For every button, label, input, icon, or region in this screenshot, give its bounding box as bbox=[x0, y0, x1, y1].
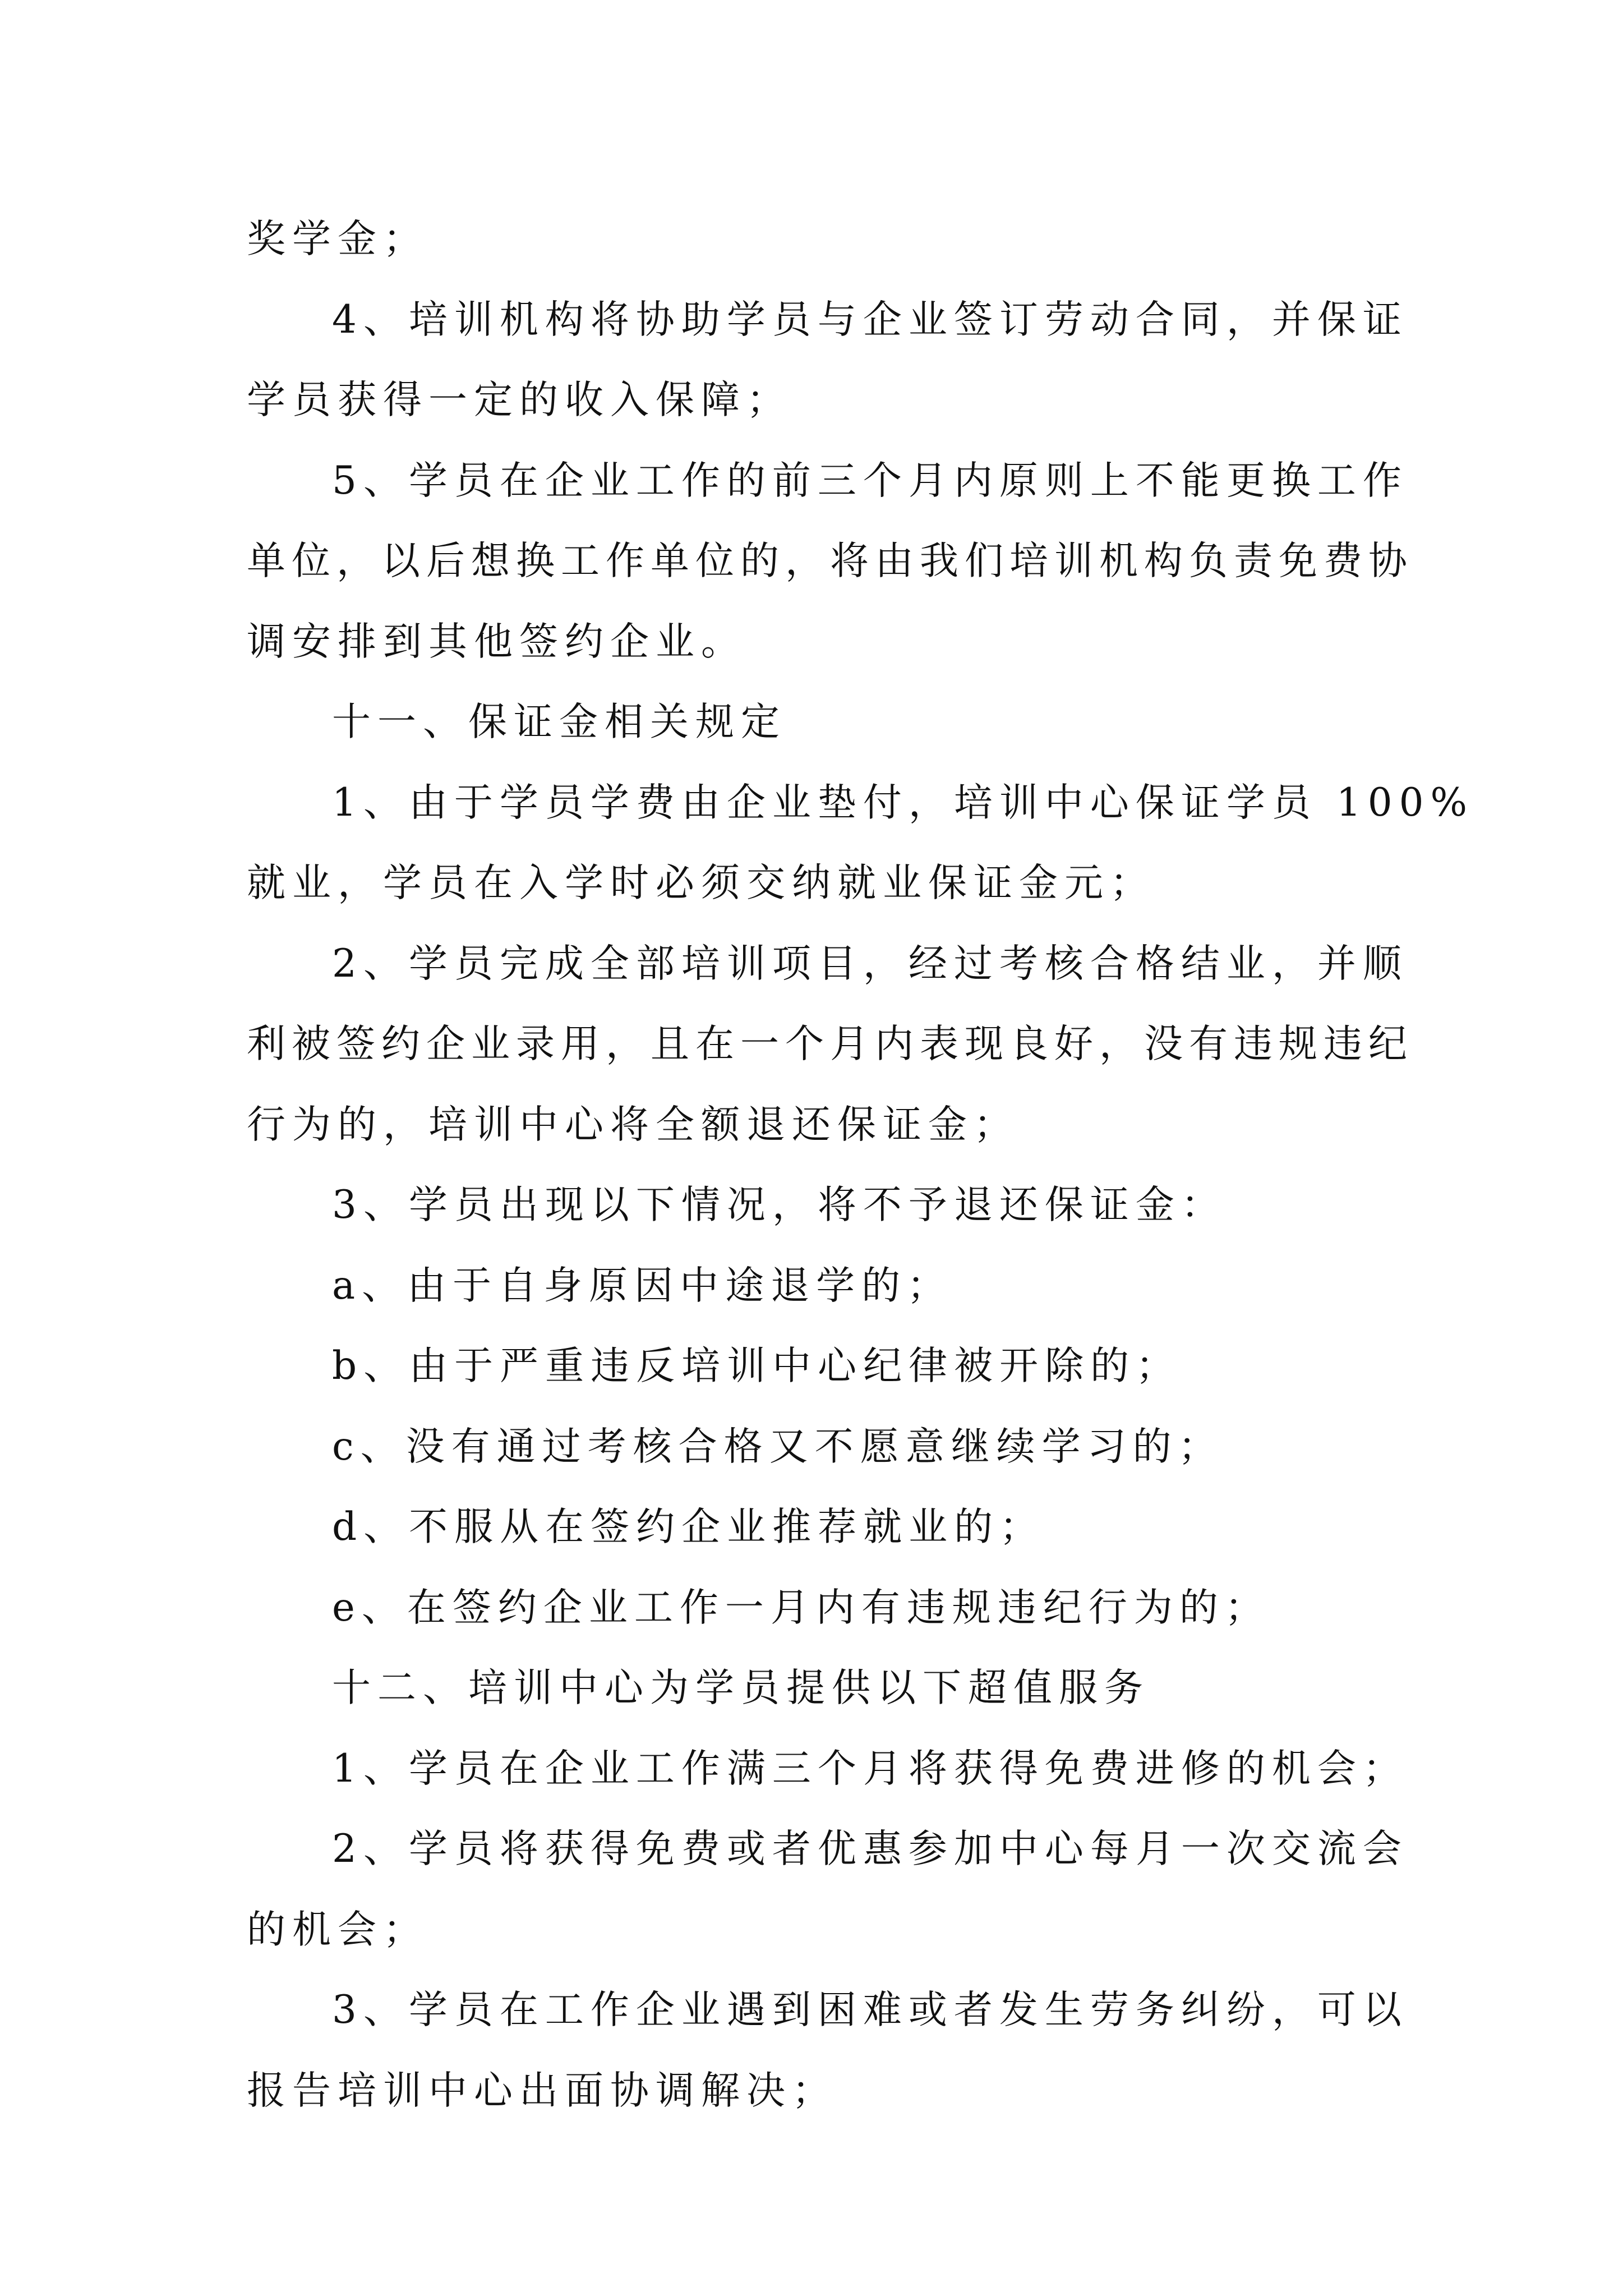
text-line: 调安排到其他签约企业。 bbox=[247, 619, 746, 664]
list-item: b、由于严重违反培训中心纪律被开除的； bbox=[332, 1343, 1182, 1388]
text-line: 奖学金； bbox=[247, 217, 428, 261]
text-line: 2、学员将获得免费或者优惠参加中心每月一次交流会 bbox=[332, 1826, 1408, 1871]
text-line: 1、学员在企业工作满三个月将获得免费进修的机会； bbox=[332, 1746, 1408, 1791]
text-line: 5、学员在企业工作的前三个月内原则上不能更换工作 bbox=[332, 458, 1408, 503]
text-line: 的机会； bbox=[247, 1907, 428, 1952]
list-item: c、没有通过考核合格又不愿意继续学习的； bbox=[332, 1424, 1224, 1469]
text-line: 2、学员完成全部培训项目，经过考核合格结业，并顺 bbox=[332, 941, 1408, 986]
text-line: 3、学员在工作企业遇到困难或者发生劳务纠纷，可以 bbox=[332, 1987, 1408, 2032]
list-item: e、在签约企业工作一月内有违规违纪行为的； bbox=[332, 1585, 1270, 1630]
text-line: 1、由于学员学费由企业垫付，培训中心保证学员 100% bbox=[332, 780, 1474, 825]
text-line: 4、培训机构将协助学员与企业签订劳动合同，并保证 bbox=[332, 297, 1408, 342]
text-line: 行为的，培训中心将全额退还保证金； bbox=[247, 1102, 1019, 1147]
section-heading: 十二、培训中心为学员提供以下超值服务 bbox=[332, 1665, 1150, 1710]
text-line: 就业，学员在入学时必须交纳就业保证金元； bbox=[247, 861, 1155, 905]
text-line: 学员获得一定的收入保障； bbox=[247, 378, 792, 422]
text-line: 报告培训中心出面协调解决； bbox=[247, 2068, 837, 2113]
text-line: 3、学员出现以下情况，将不予退还保证金： bbox=[332, 1182, 1227, 1227]
list-item: a、由于自身原因中途退学的； bbox=[332, 1263, 953, 1308]
text-line: 利被签约企业录用，且在一个月内表现良好，没有违规违纪 bbox=[247, 1022, 1413, 1066]
section-heading: 十一、保证金相关规定 bbox=[332, 700, 786, 744]
text-line: 单位，以后想换工作单位的，将由我们培训机构负责免费协 bbox=[247, 539, 1413, 583]
list-item: d、不服从在签约企业推荐就业的； bbox=[332, 1504, 1045, 1549]
document-body bbox=[247, 199, 1474, 2131]
